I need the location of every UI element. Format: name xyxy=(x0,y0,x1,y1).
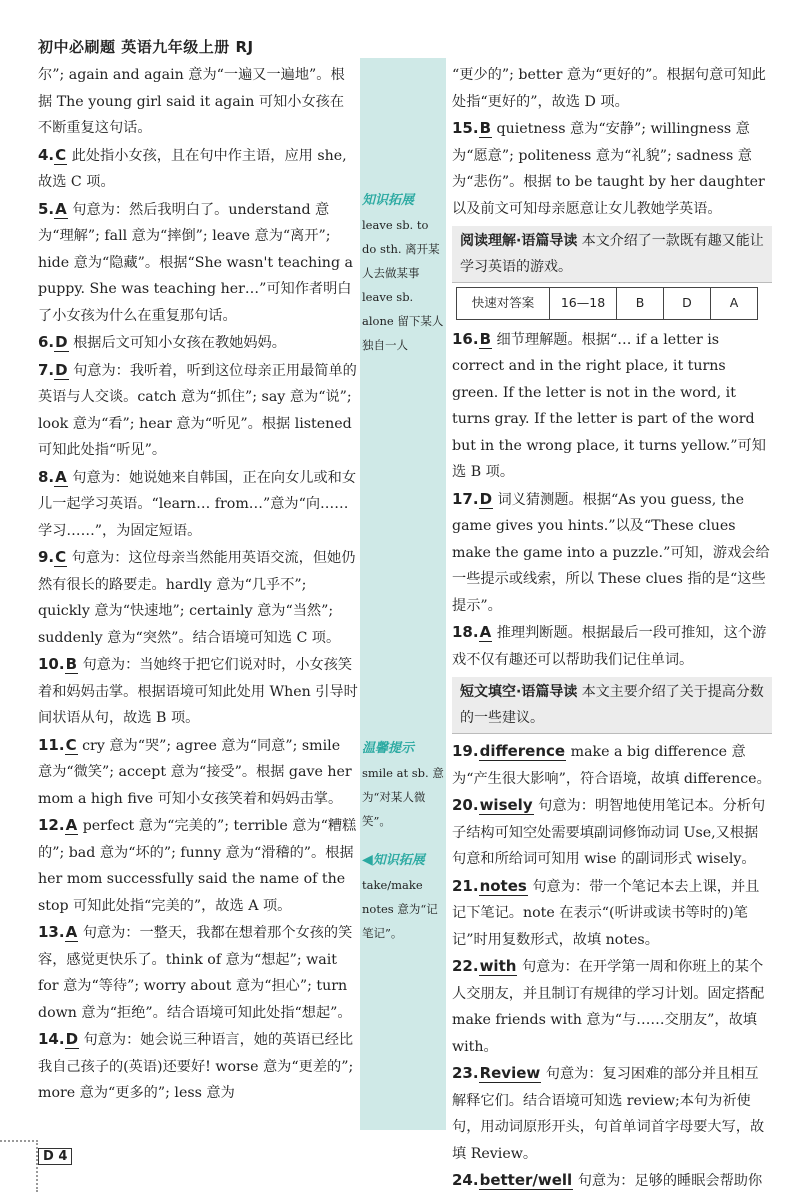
answer-item xyxy=(452,115,772,222)
answer-item xyxy=(452,486,772,620)
answer-key: B xyxy=(479,119,492,137)
answer-key: A xyxy=(55,199,67,218)
answer-key: D xyxy=(55,360,68,379)
explanation-text: 此处指小女孩，且在句中作主语，应用 she,故选 C 项。 xyxy=(38,147,347,190)
explanation-text: 句意为：明智地使用笔记本。分析句子结构可知空处需要填副词修饰动词 Use,又根据句意和所给词可知用 wise 的副词形式 wisely。 xyxy=(452,798,766,867)
explanation-text: 句意为：我听着，听到这位母亲正用最简单的英语与人交谈。catch 意为“抓住”; say 意为“说”; look 意为“看”; hear 意为“听见”。根据 listened 可知此处指“听见”。 xyxy=(38,362,357,458)
answer-item xyxy=(38,919,358,1026)
answer-key: C xyxy=(65,735,77,754)
reading-banner xyxy=(452,226,772,283)
question-number: 12. xyxy=(38,816,65,834)
question-number: 20. xyxy=(452,796,479,814)
explanation-text: 词义猜测题。根据“As you guess, the game gives you hints.”以及“These clues make the game into a puzzle.”可知，游戏会给一些提示或线索，所以 These clues 指的是“这些提示”。 xyxy=(452,491,770,614)
answer-item xyxy=(452,1167,772,1195)
fill-banner xyxy=(452,677,772,734)
answer-key: A xyxy=(55,467,67,486)
question-number: 14. xyxy=(38,1030,65,1048)
banner-text: 本文介绍了一款既有趣又能让学习英语的游戏。 xyxy=(460,233,764,275)
question-number: 16. xyxy=(452,329,479,348)
answer-key: C xyxy=(55,548,67,566)
answer-key: B xyxy=(65,655,78,673)
answer-key: D xyxy=(479,489,493,508)
answer-item xyxy=(38,732,358,813)
answer-item xyxy=(452,619,772,673)
explanation-text: quietness 意为“安静”; willingness 意为“愿意”; politeness 意为“礼貌”; sadness 意为“悲伤”。根据 to be taught by her daughter 以及前文可知母亲愿意让女儿教她学英语。 xyxy=(452,121,765,217)
explanation-text: 根据后文可知小女孩在教她妈妈。 xyxy=(73,335,286,351)
explanation-text: perfect 意为“完美的”; terrible 意为“糟糕的”; bad 意为“坏的”; funny 意为“滑稽的”。根据 her mom successfully said the name of the stop 可知此处指“完美的”，故选 A 项。 xyxy=(38,818,357,914)
quick-answer-range: 16—18 xyxy=(550,288,617,320)
answer-key: wisely xyxy=(479,796,533,814)
question-number: 5. xyxy=(38,199,55,218)
question-number: 10. xyxy=(38,655,65,673)
answer-item xyxy=(452,792,772,873)
question-number: 21. xyxy=(452,876,479,895)
question-number: 23. xyxy=(452,1064,479,1082)
explanation-text: 句意为：她会说三种语言，她的英语已经比我自己孩子的(英语)还要好! worse 意为“更差的”; more 意为“更多的”; less 意为 xyxy=(38,1032,354,1101)
side-note-text: leave sb. to do sth. 离开某人去做某事 leave sb. alone 留下某人独自一人 xyxy=(362,218,444,352)
explanation-text: 句意为：复习困难的部分并且相互解释它们。结合语境可知选 review;本句为祈使句，用动词原形开头，句首单词首字母要大写，故填 Review。 xyxy=(452,1066,765,1162)
arrow-left-icon: ◀ xyxy=(362,852,373,868)
left-column xyxy=(38,62,358,1107)
answer-item xyxy=(38,62,358,142)
side-note-title: 知识拓展 xyxy=(362,193,415,208)
question-number: 7. xyxy=(38,360,55,379)
explanation-text: 句意为：当她终于把它们说对时，小女孩笑着和妈妈击掌。根据语境可知此处用 When 引导时间状语从句，故选 B 项。 xyxy=(38,657,358,726)
quick-answer-cell: B xyxy=(617,288,664,320)
question-number: 8. xyxy=(38,467,55,486)
answer-item xyxy=(38,651,358,732)
answer-item xyxy=(38,196,358,330)
answer-key: D xyxy=(55,333,68,351)
banner-text: 本文主要介绍了关于提高分数的一些建议。 xyxy=(460,684,764,726)
answer-item xyxy=(38,544,358,651)
answer-key: better/well xyxy=(479,1171,573,1189)
answer-item xyxy=(38,329,358,357)
explanation-text: 句意为：这位母亲当然能用英语交流，但她仍然有很长的路要走。hardly 意为“几乎不”; quickly 意为“快速地”; certainly 意为“当然”; suddenly 意为“突然”。结合语境可知选 C 项。 xyxy=(38,550,356,646)
quick-answer-label: 快速对答案 xyxy=(457,288,550,320)
answer-key: difference xyxy=(479,742,566,760)
answer-item xyxy=(452,326,772,486)
question-number: 13. xyxy=(38,923,65,941)
question-number: 11. xyxy=(38,735,65,754)
question-number: 15. xyxy=(452,119,479,137)
explanation-text: make a big difference 意为“产生很大影响”，符合语境，故填 difference。 xyxy=(452,744,771,787)
quick-answer-cell: D xyxy=(664,288,711,320)
banner-label: 短文填空·语篇导读 xyxy=(460,684,578,700)
answer-item xyxy=(452,953,772,1060)
side-note-notes xyxy=(362,848,446,945)
explanation-text: 句意为：然后我明白了。understand 意为“理解”; fall 意为“摔倒”; leave 意为“离开”; hide 意为“隐藏”。根据“She wasn't teaching a puppy. She was teaching her…”可知作者明白了小女孩为什么在重复那句话。 xyxy=(38,201,353,324)
explanation-text: 句意为：足够的睡眠会帮助你 xyxy=(577,1173,763,1189)
side-note-smile xyxy=(362,736,446,833)
answer-key: A xyxy=(479,623,492,641)
page-header: 初中必刷题 英语九年级上册 RJ xyxy=(38,38,254,56)
answer-key: Review xyxy=(479,1064,541,1082)
answer-item xyxy=(38,142,358,196)
answer-key: C xyxy=(55,145,67,164)
side-note-title: 温馨提示 xyxy=(362,741,415,756)
side-note-leave xyxy=(362,188,446,357)
banner-label: 阅读理解·语篇导读 xyxy=(460,233,578,249)
answer-key: with xyxy=(479,957,517,975)
answer-key: notes xyxy=(479,876,527,895)
answer-key: B xyxy=(479,329,492,348)
page-number: D 4 xyxy=(38,1148,72,1165)
explanation-text: 句意为：带一个笔记本去上课，并且记下笔记。note 在表示“(听讲或读书等时的)笔记”时用复数形式，故填 notes。 xyxy=(452,878,760,948)
question-number: 6. xyxy=(38,333,55,351)
answer-item xyxy=(38,1026,358,1107)
quick-answer-table xyxy=(456,287,758,320)
side-note-title: 知识拓展 xyxy=(372,853,425,868)
answer-key: A xyxy=(65,816,78,834)
question-number: 9. xyxy=(38,548,55,566)
answer-item xyxy=(452,873,772,954)
quick-answer-cell: A xyxy=(711,288,758,320)
question-number: 17. xyxy=(452,489,479,508)
explanation-text: 句意为：一整天，我都在想着那个女孩的笑容，感觉更快乐了。think of 意为“想起”; wait for 意为“等待”; worry about 意为“担心”; turn down 意为“拒绝”。结合语境可知此处指“想起”。 xyxy=(38,925,353,1021)
question-number: 4. xyxy=(38,145,55,164)
explanation-text: 推理判断题。根据最后一段可推知，这个游戏不仅有趣还可以帮助我们记住单词。 xyxy=(452,625,767,668)
question-number: 22. xyxy=(452,957,479,975)
answer-key: A xyxy=(65,923,78,941)
answer-item xyxy=(38,812,358,919)
question-number: 24. xyxy=(452,1171,479,1189)
explanation-text: 句意为：她说她来自韩国，正在向女儿或和女儿一起学习英语。“learn… from…”意为“向……学习……”，为固定短语。 xyxy=(38,469,357,539)
answer-item xyxy=(452,1060,772,1167)
explanation-text: “更少的”; better 意为“更好的”。根据句意可知此处指“更好的”，故选 D 项。 xyxy=(452,67,766,110)
answer-item xyxy=(452,62,772,115)
explanation-text: cry 意为“哭”; agree 意为“同意”; smile 意为“微笑”; accept 意为“接受”。根据 gave her mom a high five 可知小女孩笑着和妈妈击掌。 xyxy=(38,737,352,807)
right-column xyxy=(452,62,772,1195)
question-number: 18. xyxy=(452,623,479,641)
side-note-text: take/make notes 意为“记笔记”。 xyxy=(362,878,438,940)
question-number: 19. xyxy=(452,742,479,760)
corner-dots xyxy=(0,1140,38,1192)
explanation-text: 尔”; again and again 意为“一遍又一遍地”。根据 The young girl said it again 可知小女孩在不断重复这句话。 xyxy=(38,67,345,136)
answer-item xyxy=(452,738,772,792)
answer-item xyxy=(38,357,358,464)
answer-key: D xyxy=(65,1030,79,1048)
explanation-text: 句意为：在开学第一周和你班上的某个人交朋友，并且制订有规律的学习计划。固定搭配 make friends with 意为“与……交朋友”，故填 with。 xyxy=(452,959,765,1055)
explanation-text: 细节理解题。根据“… if a letter is correct and in the right place, it turns green. If the letter is not in the word, it turns gray. If the letter is part of the word but in the wrong place, it turns yellow.”可知选 B 项。 xyxy=(452,331,766,480)
side-note-text: smile at sb. 意为“对某人微笑”。 xyxy=(362,766,444,828)
answer-item xyxy=(38,464,358,545)
